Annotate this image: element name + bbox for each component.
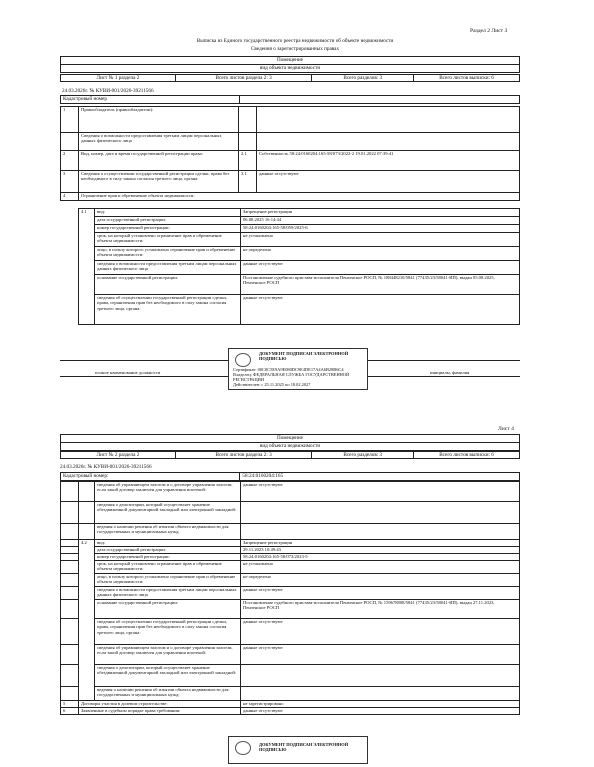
stamp-title: ДОКУМЕНТ ПОДПИСАН ЭЛЕКТРОННОЙ ПОДПИСЬЮ — [259, 351, 349, 361]
item-label: срок, на который установлено ограничение прав и обременение объекта недвижимости: — [95, 561, 241, 574]
item-label: сведения о возможности предоставления третьим лицам персональных данных физического лица — [95, 261, 241, 275]
cadastral-value: 58:24:0160204:165 — [240, 473, 520, 481]
row-value: данные отсутствуют — [241, 708, 520, 715]
cadastral-row — [60, 472, 520, 481]
row-value: не зарегистрировано — [241, 701, 520, 708]
item-value — [241, 524, 520, 540]
sheet-number: Лист № 1 раздела 2 — [61, 75, 176, 82]
item-label: номер государственной регистрации: — [95, 554, 241, 561]
item-label: сведения о депозитарии, который осуществляет хранение обездвиженной документарной закладной или электронной закладной: — [95, 665, 241, 687]
item-label: лицо, в пользу которого установлено ограничение прав и обременение объекта недвижимости: — [95, 247, 241, 261]
row-num: 1 — [61, 107, 79, 133]
extract-title: Выписка из Единого государственного реестра недвижимости об объекте недвижимости — [196, 38, 394, 44]
row-label: Сведения о возможности предоставления третьим лицам персональных данных физического лица — [79, 133, 239, 151]
item-value: 58:24:0160204:165-58/059/2025-6 — [241, 225, 520, 233]
item-value: данные отсутствуют — [241, 645, 520, 665]
item-label: срок, на который установлено ограничение прав и обременение объекта недвижимости: — [95, 233, 241, 247]
item-value: Постановление судебного пристава-исполнителя Пензенское РОСП, № 188448210/5841 (77435/23/58041-ИП), выдан 05.08.2025, Пензенское РОСП — [241, 275, 520, 295]
stamp-valid: Действителен: с 25.11.2025 по 18.02.2027 — [233, 382, 311, 387]
row-label: Ограничение прав и обременение объекта недвижимости: — [79, 193, 520, 201]
item-value: 58:24:0160204:165-58/073/2023-5 — [241, 554, 520, 561]
item-value: данные отсутствуют — [241, 619, 520, 645]
item-label: вид: — [95, 540, 241, 547]
total-sheets-section: Всего листов раздела 2: 3 — [175, 452, 312, 459]
rights-table — [60, 106, 520, 201]
date-number: 24.03.2026г. № КУВИ-001/2026-39211566 — [60, 464, 152, 470]
total-sections: Всего разделов: 3 — [312, 75, 414, 82]
item-label: сведения об осуществлении государственной регистрации сделки, права, ограничения прав без необходимого в силу закона согласия третьего лица, органа: — [95, 295, 241, 325]
sheet-row — [60, 74, 520, 82]
total-sheets-section: Всего листов раздела 2: 3 — [175, 75, 312, 82]
item-value: 06.08.2025 16:14:44 — [241, 217, 520, 225]
object-kind: вид объекта недвижимости — [61, 65, 520, 73]
continuation-table — [60, 481, 520, 715]
page-sheet-4 — [0, 420, 594, 767]
item-value: данные отсутствуют — [241, 587, 520, 600]
item-label: вид: — [95, 209, 241, 217]
object-label: Помещение — [61, 435, 520, 443]
row-label: Вид, номер, дата и время государственной регистрации права: — [79, 151, 239, 171]
item-value: 29.11.2023 10:49:43 — [241, 547, 520, 554]
date-number: 24.03.2026г. № КУВИ-001/2026-39211566 — [62, 88, 154, 94]
item-value — [241, 687, 520, 701]
sheet-number: Лист № 2 раздела 2 — [61, 452, 176, 459]
row-label: Договоры участия в долевом строительстве: — [79, 701, 241, 708]
item-value: данные отсутствуют — [241, 261, 520, 275]
row-label: Заявленные в судебном порядке права требования: — [79, 708, 241, 715]
sign-name-label: инициалы, фамилия — [430, 370, 470, 375]
object-header-table — [60, 434, 520, 451]
item-value: не определено — [241, 247, 520, 261]
row-label: Правообладатель (правообладатели): — [79, 107, 239, 133]
row-num: 6 — [61, 708, 79, 715]
section-sheet-label: Раздел 2 Лист 3 — [470, 28, 508, 34]
sheet-row — [60, 451, 520, 459]
emblem-icon — [235, 353, 251, 367]
stamp-owner: Владелец: ФЕДЕРАЛЬНАЯ СЛУЖБА ГОСУДАРСТВЕННОЙ РЕГИСТРАЦИИ — [233, 372, 350, 382]
row-label: Сведения о осуществлении государственной регистрации сделки, права без необходимого в силу закона согласия третьего лица, органа: — [79, 171, 239, 193]
row-value: данные отсутствуют — [257, 171, 520, 193]
cadastral-label: Кадастровый номер — [61, 96, 240, 104]
item-value: Запрещение регистрации — [241, 540, 520, 547]
item-value: Постановление судебного пристава-исполнителя Пензенское РОСП, № 159678808/5841 (77435/23/58041-ИП), выдан 27.11.2023, Пензенское РОСП — [241, 600, 520, 619]
restriction-table — [78, 208, 520, 325]
restriction-sub: 4.2 — [79, 540, 95, 701]
item-value — [241, 665, 520, 687]
row-sub: 3.1 — [239, 171, 257, 193]
item-label: сведения об управляющем залогом и о договоре управления залогом, если такой договор заключен для управления ипотекой: — [95, 645, 241, 665]
row-num: 4 — [61, 193, 79, 201]
item-label: дата государственной регистрации: — [95, 217, 241, 225]
item-value — [241, 502, 520, 524]
total-sheets-extract: Всего листов выписки: 6 — [414, 75, 520, 82]
item-label: ведения о наличии решения об изъятии объекта недвижимости для государственных и муниципальных нужд: — [95, 524, 241, 540]
row-num: 2 — [61, 151, 79, 171]
item-value: Запрещение регистрации — [241, 209, 520, 217]
item-label: основание государственной регистрации: — [95, 275, 241, 295]
row-num: 5 — [61, 701, 79, 708]
item-value: не установлено — [241, 561, 520, 574]
cadastral-row — [60, 95, 520, 104]
item-label: лицо, в пользу которого установлено ограничение прав и обременение объекта недвижимости: — [95, 574, 241, 587]
e-signature-stamp — [228, 348, 368, 390]
sign-position-label: полное наименование должности — [95, 370, 161, 375]
object-header-table — [60, 56, 520, 73]
row-value: Собственность 58:24:0160204:165-58/073/2022-2 19.01.2022 07:39:41 — [257, 151, 520, 171]
total-sheets-extract: Всего листов выписки: 6 — [414, 452, 520, 459]
item-value: данные отсутствуют — [241, 482, 520, 502]
item-label: ведения о наличии решения об изъятии объекта недвижимости для государственных и муниципальных нужд: — [95, 687, 241, 701]
row-sub: 2.1 — [239, 151, 257, 171]
item-label: сведения о возможности предоставления третьим лицам персональных данных физического лица — [95, 587, 241, 600]
extract-subtitle: Сведения о зарегистрированных правах — [250, 46, 340, 52]
stamp-title: ДОКУМЕНТ ПОДПИСАН ЭЛЕКТРОННОЙ ПОДПИСЬЮ — [259, 742, 349, 752]
e-signature-stamp — [228, 736, 368, 764]
stamp-cert: Сертификат: 00C0C5E9A9E080DC9E4DE17A4A6B28B6C4 — [233, 367, 344, 372]
item-label: сведения об осуществлении государственной регистрации сделки, права, ограничения прав без необходимого в силу закона согласия третьего лица, органа: — [95, 619, 241, 645]
object-label: Помещение — [61, 57, 520, 65]
item-label: номер государственной регистрации: — [95, 225, 241, 233]
item-value: данные отсутствуют — [241, 295, 520, 325]
item-value: не определено — [241, 574, 520, 587]
restriction-sub: 4.1 — [79, 209, 95, 325]
sheet-label: Лист 4 — [498, 426, 514, 432]
item-label: основание государственной регистрации: — [95, 600, 241, 619]
emblem-icon — [235, 741, 251, 755]
cadastral-value — [240, 96, 520, 104]
item-label: сведения о депозитарии, который осуществляет хранение обездвиженной документарной закладной или электронной закладной: — [95, 502, 241, 524]
item-value: не установлено — [241, 233, 520, 247]
cadastral-label: Кадастровый номер: — [61, 473, 240, 481]
row-num: 3 — [61, 171, 79, 193]
total-sections: Всего разделов: 3 — [312, 452, 414, 459]
item-label: сведения об управляющем залогом и о договоре управления залогом, если такой договор заключен для управления ипотекой: — [95, 482, 241, 502]
object-kind: вид объекта недвижимости — [61, 443, 520, 451]
item-label: дата государственной регистрации: — [95, 547, 241, 554]
